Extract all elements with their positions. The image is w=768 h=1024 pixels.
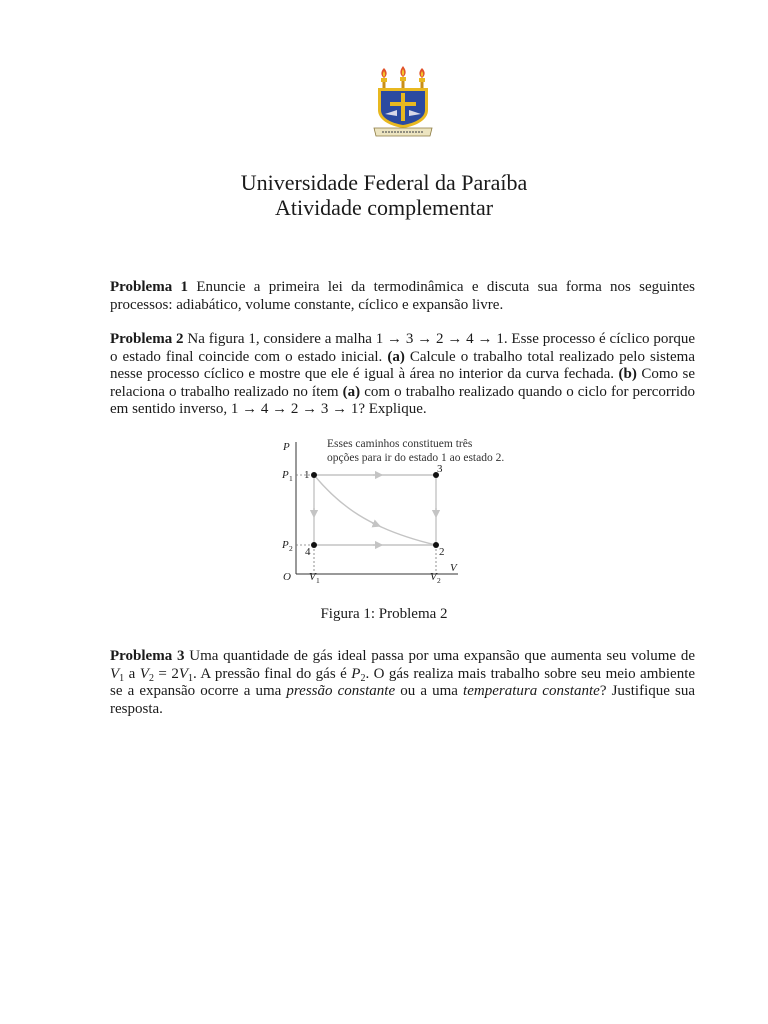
subscript: 1 xyxy=(119,672,125,684)
subscript: 2 xyxy=(148,672,154,684)
torch-icon xyxy=(419,68,425,89)
origin-label: O xyxy=(283,571,291,583)
point-label-1: 1 xyxy=(304,469,310,481)
subscript: 2 xyxy=(360,672,366,684)
math-v: V xyxy=(178,665,188,682)
pv-diagram-figure xyxy=(278,434,540,586)
problem-text: Calcule o trabalho total realizado pelo sistema nesse processo cíclico e mostre que ele é igual à área no interior da curva fechada. xyxy=(110,348,696,383)
emphasis-text: temperatura constante xyxy=(463,683,600,700)
subscript: 1 xyxy=(188,672,193,684)
shield-icon xyxy=(378,88,428,128)
torch-icon xyxy=(400,66,406,89)
state-point-4 xyxy=(311,542,317,548)
pressure-label-p1: P xyxy=(282,469,289,481)
figure-caption: Figura 1: Problema 2 xyxy=(320,606,448,622)
problem-1 xyxy=(110,279,695,314)
title-block xyxy=(0,170,768,220)
item-a-reference: (a) xyxy=(342,383,361,400)
subscript: 2 xyxy=(437,576,441,585)
problem-2 xyxy=(110,331,695,419)
university-seal-logo xyxy=(372,66,434,138)
problem-text: . O gás realiza mais trabalho sobre seu meio ambiente se a expansão ocorre a uma xyxy=(110,665,696,700)
item-a-label: (a) xyxy=(387,348,405,365)
volume-label-v2: V xyxy=(430,571,437,583)
problem-3 xyxy=(110,648,695,718)
state-point-1 xyxy=(311,472,317,478)
math-v: V xyxy=(110,665,120,682)
emphasis-text: pressão constante xyxy=(286,683,396,700)
subscript: 1 xyxy=(316,576,320,585)
point-label-4: 4 xyxy=(305,546,311,558)
problem-label: Problema 1 xyxy=(110,279,189,295)
point-label-3: 3 xyxy=(437,463,443,475)
subscript: 2 xyxy=(289,544,293,553)
problem-text: ou a uma xyxy=(400,683,458,700)
math-p: P xyxy=(351,665,361,682)
problem-text: Na figura 1, considere a malha 1 → 3 → 2 → 4 → 1. Esse processo é cíclico porque o estado final coincide com o estado inicial. xyxy=(110,331,696,365)
figure-note-line: opções para ir do estado 1 ao estado 2. xyxy=(327,452,505,464)
problem-label: Problema 2 xyxy=(110,331,184,347)
math-v: V xyxy=(139,665,149,682)
subscript: 1 xyxy=(289,474,293,483)
pressure-label-p2: P xyxy=(282,539,289,551)
path-1-2-curve xyxy=(314,475,436,545)
activity-title: Atividade complementar xyxy=(274,195,494,220)
problem-text: a xyxy=(128,665,136,682)
axis-label-p: P xyxy=(283,441,290,453)
volume-label-v1: V xyxy=(309,571,316,583)
math-eq: = 2 xyxy=(153,665,179,682)
problem-text: ? Justifique sua resposta. xyxy=(110,683,696,717)
path-arrow xyxy=(372,523,377,525)
problem-text: Uma quantidade de gás ideal passa por uma expansão que aumenta seu volume de xyxy=(189,648,695,664)
problem-text: Enuncie a primeira lei da termodinâmica e discuta sua forma nos seguintes processos: adiabático, volume constante, cíclico e expansão livre. xyxy=(110,279,696,313)
problem-text: . A pressão final do gás é xyxy=(193,665,347,682)
problem-label: Problema 3 xyxy=(110,648,185,664)
item-b-label: (b) xyxy=(618,366,637,383)
university-name: Universidade Federal da Paraíba xyxy=(240,170,528,195)
problem-text: com o trabalho realizado quando o ciclo for percorrido em sentido inverso, 1 → 4 → 2 → 3 → 1? Explique. xyxy=(110,383,696,418)
problem-text: Como se relaciona o trabalho realizado no ítem xyxy=(110,366,696,400)
figure-note-line: Esses caminhos constituem três xyxy=(327,438,473,450)
point-label-2: 2 xyxy=(439,546,445,558)
torch-icon xyxy=(381,68,387,89)
banner-scroll-icon xyxy=(374,128,432,136)
axis-label-v: V xyxy=(450,562,457,574)
